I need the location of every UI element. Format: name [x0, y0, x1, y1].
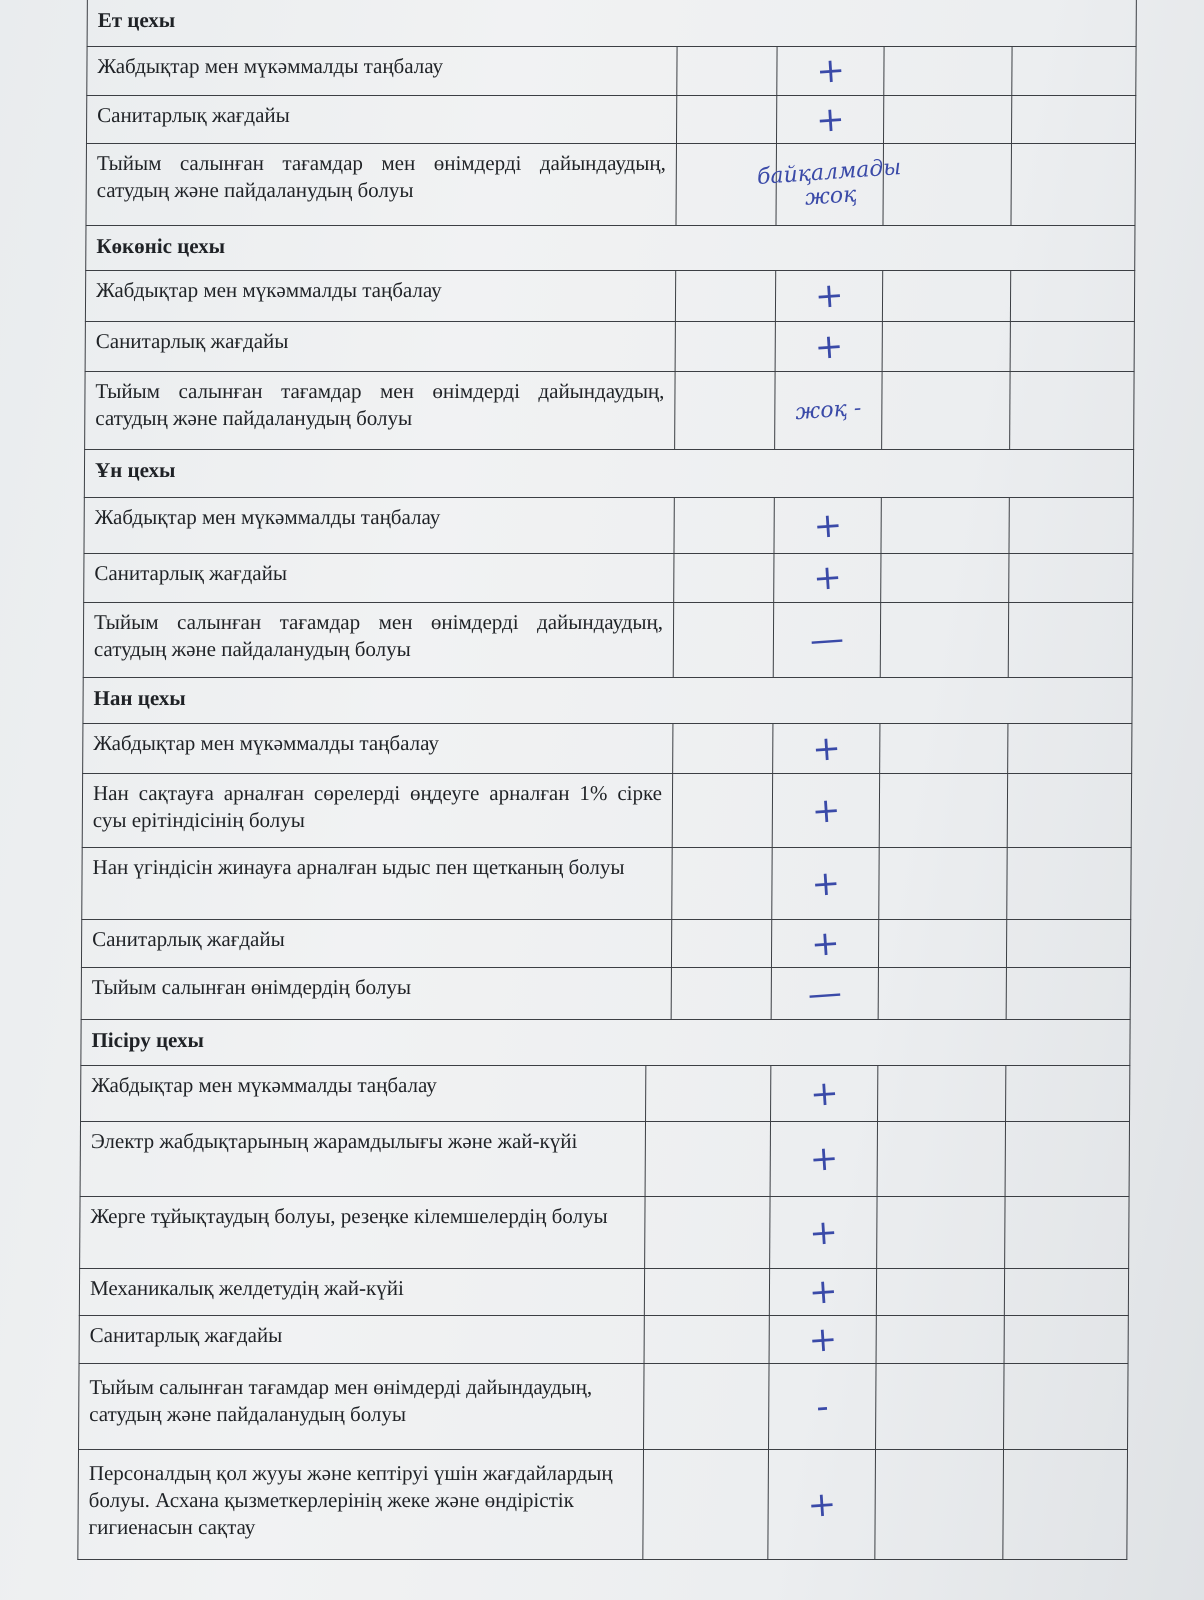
section-header-vegetable: [85, 226, 1135, 271]
table-row: [85, 322, 1135, 372]
table-row: [80, 1122, 1130, 1197]
row-text: Тыйым салынған тағамдар мен өнімдерді дайындаудың, сатудың және пайдаланудың болуы: [86, 144, 676, 225]
handwritten-mark: +: [814, 98, 846, 141]
handwritten-mark: —: [808, 618, 846, 662]
handwritten-mark: +: [808, 1072, 840, 1115]
section-header-bread: [82, 678, 1132, 724]
section-header-meat: [87, 0, 1137, 47]
handwritten-mark: +: [810, 789, 842, 832]
table-row: [79, 1269, 1129, 1316]
row-text: Санитарлық жағдайы: [84, 554, 674, 602]
row-text: Жабдықтар мен мүкәммалды таңбалау: [86, 271, 676, 321]
row-text: Жабдықтар мен мүкәммалды таңбалау: [81, 1066, 646, 1121]
row-text: Тыйым салынған тағамдар мен өнімдерді дайындаудың, сатудың және пайдаланудың болуы: [84, 603, 674, 677]
table-row: [81, 920, 1131, 968]
table-row: [86, 47, 1136, 96]
table-row: [81, 968, 1131, 1020]
handwritten-mark: +: [813, 325, 845, 368]
handwritten-mark: +: [812, 504, 844, 547]
handwritten-mark: +: [809, 922, 841, 965]
section-title: Ет цехы: [97, 8, 176, 32]
table-row: [85, 271, 1135, 322]
handwritten-mark: -: [814, 1386, 830, 1427]
table-row: [82, 724, 1132, 774]
table-row: [83, 554, 1133, 603]
section-header-cooking: [80, 1020, 1130, 1066]
handwritten-mark: +: [813, 275, 845, 317]
table-row: [79, 1197, 1129, 1269]
handwritten-mark: +: [807, 1318, 839, 1361]
row-text: Персоналдың қол жууы және кептіруі үшін жағдайлардың болуы. Асхана қызметкерлерінің жеке және өндірістік гигиенасын сақтау: [78, 1450, 644, 1559]
row-text: Тыйым салынған өнімдердің болуы: [82, 968, 672, 1019]
table-row: [83, 603, 1133, 678]
row-text: Санитарлық жағдайы: [87, 96, 677, 143]
row-text: Санитарлық жағдайы: [86, 322, 676, 371]
row-text: Нан үгіндісін жинауға арналған ыдыс пен щетканың болуы: [82, 848, 672, 919]
handwritten-mark: +: [811, 557, 843, 599]
handwritten-mark: +: [809, 862, 841, 905]
table-row: [80, 1066, 1130, 1122]
table-row: [83, 498, 1133, 554]
section-title: Пісіру цехы: [91, 1028, 204, 1052]
handwritten-mark: +: [808, 1138, 840, 1180]
row-text: Тыйым салынған тағамдар мен өнімдерді дайындаудың, сатудың және пайдаланудың болуы: [85, 372, 675, 449]
row-text: Санитарлық жағдайы: [82, 920, 672, 967]
row-text: Санитарлық жағдайы: [80, 1316, 645, 1363]
handwritten-mark: +: [807, 1271, 839, 1313]
row-text: Электр жабдықтарының жарамдылығы және жай-күйі: [81, 1122, 646, 1196]
handwritten-mark: —: [806, 972, 844, 1015]
table-row: [82, 774, 1132, 848]
row-text: Жабдықтар мен мүкәммалды таңбалау: [84, 498, 674, 553]
row-text: Механикалық желдетудің жай-күйі: [80, 1269, 645, 1315]
table-row: [79, 1316, 1129, 1364]
table-row: [78, 1364, 1129, 1450]
handwritten-mark: +: [807, 1211, 839, 1254]
section-header-flour: [84, 450, 1134, 498]
row-text: Жабдықтар мен мүкәммалды таңбалау: [83, 724, 673, 773]
row-text: Тыйым салынған тағамдар мен өнімдерді дайындаудың, сатудың және пайдаланудың болуы: [79, 1364, 645, 1449]
row-text: Нан сақтауға арналған сөрелерді өңдеуге арналған 1% сірке суы ерітіндісінің болуы: [83, 774, 673, 847]
section-title: Нан цехы: [93, 686, 186, 710]
row-text: Жабдықтар мен мүкәммалды таңбалау: [87, 47, 677, 95]
row-text: Жерге тұйықтаудың болуы, резеңке кілемшелердің болуы: [80, 1197, 645, 1268]
handwritten-mark: +: [810, 727, 842, 770]
table-row: [81, 848, 1131, 920]
table-row: [85, 144, 1136, 226]
table-row: [86, 96, 1136, 144]
handwritten-mark: +: [806, 1483, 838, 1526]
table-row: [84, 372, 1134, 450]
handwritten-mark: жоқ -: [794, 395, 863, 425]
section-title: Көкөніс цехы: [96, 234, 226, 258]
section-title: Ұн цехы: [94, 458, 176, 482]
table-row: [77, 1450, 1128, 1560]
handwritten-mark: +: [814, 50, 846, 92]
checklist-table: [77, 0, 1137, 1592]
handwritten-mark: байқалмады жоқ: [756, 154, 902, 211]
